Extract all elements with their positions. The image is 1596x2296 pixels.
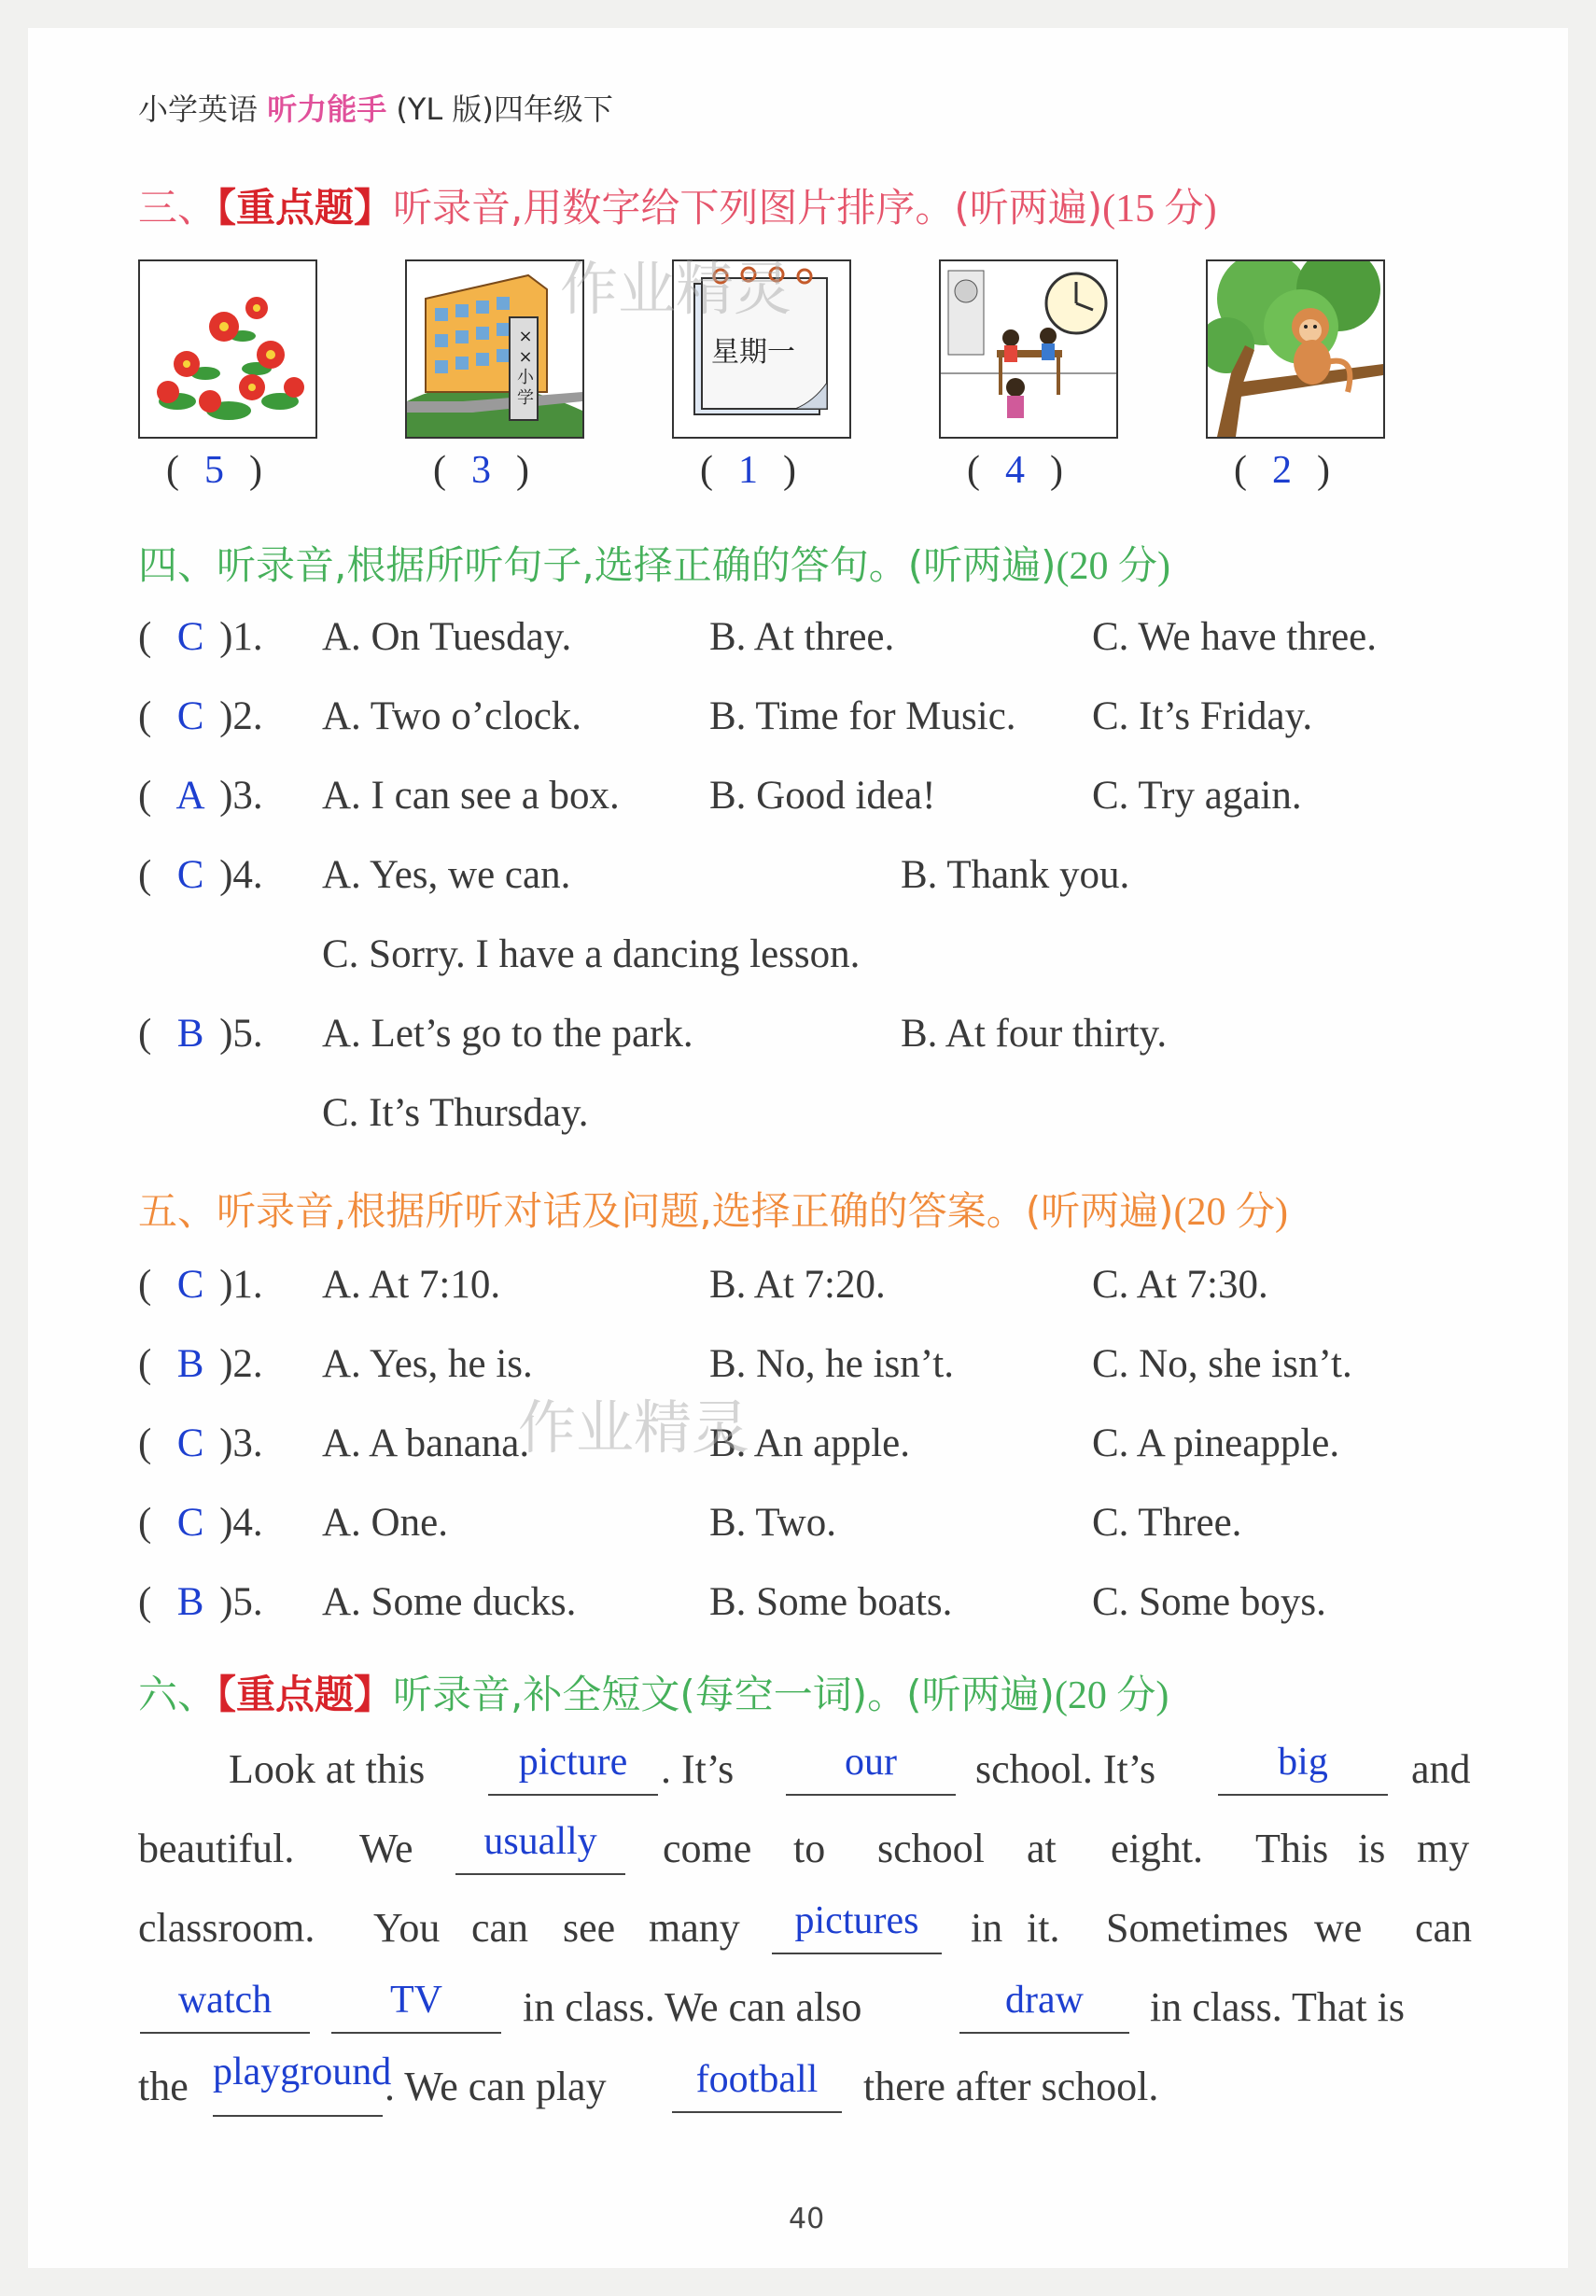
passage-text: come [663,1826,752,1871]
s5-q3-option-a: A. A banana. [322,1421,530,1465]
passage-text: we [1314,1905,1363,1951]
blank-3: big [1218,1743,1388,1796]
passage-text: can [471,1905,529,1951]
passage-text: there after school. [863,2064,1159,2109]
s4-question-5: ( B )5. [138,1012,263,1056]
passage-text: see [563,1905,616,1951]
s5-q4-option-c: C. Three. [1092,1501,1242,1545]
book-header [138,86,613,129]
s4-q5-option-b: B. At four thirty. [901,1012,1168,1056]
s5-q2-option-a: A. Yes, he is. [322,1342,533,1386]
s4-q1-option-a: A. On Tuesday. [322,615,572,659]
picture-flowers [138,259,317,439]
s4-q4-option-c: C. Sorry. I have a dancing lesson. [322,932,861,976]
passage-text: Look at this [229,1746,426,1792]
s5-q4-option-b: B. Two. [709,1501,836,1545]
s5-question-1: ( C )1. [138,1263,263,1307]
watermark-top: 作业精灵 [560,255,792,323]
passage-text: to [793,1826,826,1871]
passage-text: at [1027,1826,1057,1871]
picture-classroom-clock [939,259,1118,439]
picture-2-answer: ( 3 ) [433,449,529,492]
s5-q1-option-a: A. At 7:10. [322,1263,501,1307]
picture-monkey [1206,259,1385,439]
s5-q4-option-a: A. One. [322,1501,448,1545]
s4-question-4: ( C )4. [138,853,263,897]
section-6-title: 六、【重点题】听录音,补全短文(每空一词)。(听两遍)(20 分) [138,1672,1169,1717]
picture-1-answer: ( 5 ) [166,449,262,492]
s5-q2-option-c: C. No, she isn’t. [1092,1342,1352,1386]
s4-q2-option-c: C. It’s Friday. [1092,694,1313,738]
passage-text: We [359,1826,413,1871]
passage-text: You [373,1905,441,1951]
passage-text: can [1415,1905,1473,1951]
s5-question-2: ( B )2. [138,1342,263,1386]
s4-q1-option-c: C. We have three. [1092,615,1377,659]
s4-q2-option-b: B. Time for Music. [709,694,1016,738]
s4-q5-option-c: C. It’s Thursday. [322,1091,589,1135]
header-brand: 听力能手 [267,91,387,127]
passage-text: in [971,1905,1003,1951]
passage-text: in class. We can also [523,1984,862,2030]
passage-text: classroom. [138,1905,315,1951]
s4-q4-option-a: A. Yes, we can. [322,853,571,897]
passage-text: is [1358,1826,1386,1871]
passage-text: school [877,1826,985,1871]
blank-8: draw [959,1981,1129,2034]
blank-7: TV [331,1981,501,2034]
picture-school [405,259,584,439]
section-4-title: 四、听录音,根据所听句子,选择正确的答句。(听两遍)(20 分) [138,542,1170,588]
passage-text: it. [1027,1905,1060,1951]
school-sign-text: ××小学 [517,327,534,408]
s5-question-3: ( C )3. [138,1421,263,1465]
passage-text: eight. [1111,1826,1203,1871]
header-edition: (YL 版)四年级下 [396,91,613,127]
passage-text: beautiful. [138,1826,295,1871]
s5-q3-option-b: B. An apple. [709,1421,910,1465]
s4-question-2: ( C )2. [138,694,263,738]
s4-q2-option-a: A. Two o’clock. [322,694,582,738]
s5-q5-option-c: C. Some boys. [1092,1580,1326,1624]
section-5-title: 五、听录音,根据所听对话及问题,选择正确的答案。(听两遍)(20 分) [138,1188,1288,1234]
s4-q5-option-a: A. Let’s go to the park. [322,1012,693,1056]
blank-2: our [786,1743,956,1796]
picture-4-answer: ( 4 ) [967,449,1063,492]
s4-question-1: ( C )1. [138,615,263,659]
s4-q3-option-c: C. Try again. [1092,774,1302,818]
s4-question-3: ( A )3. [138,774,263,818]
s5-q2-option-b: B. No, he isn’t. [709,1342,954,1386]
s5-q1-option-b: B. At 7:20. [709,1263,886,1307]
s4-q3-option-b: B. Good idea! [709,774,936,818]
header-subject: 小学英语 [138,91,259,127]
passage-text: . It’s [661,1746,735,1792]
s4-q3-option-a: A. I can see a box. [322,774,620,818]
blank-10: football [672,2061,842,2113]
s5-q5-option-a: A. Some ducks. [322,1580,577,1624]
passage-text: This [1255,1826,1329,1871]
s5-q5-option-b: B. Some boats. [709,1580,953,1624]
picture-3-answer: ( 1 ) [700,449,796,492]
watermark-middle: 作业精灵 [518,1393,750,1462]
passage-text: and [1411,1746,1471,1792]
passage-text: school. It’s [975,1746,1156,1792]
blank-6: watch [140,1981,310,2034]
section-3-title: 三、【重点题】听录音,用数字给下列图片排序。(听两遍)(15 分) [138,185,1217,231]
passage-text: the [138,2064,189,2109]
s5-question-4: ( C )4. [138,1501,263,1545]
passage-text: . We can play [385,2064,607,2109]
passage-text: my [1417,1826,1470,1871]
passage-text: Sometimes [1106,1905,1289,1951]
s5-q3-option-c: C. A pineapple. [1092,1421,1340,1465]
picture-5-answer: ( 2 ) [1234,449,1330,492]
blank-1: picture [488,1743,658,1796]
passage-text: in class. That is [1150,1984,1405,2030]
blank-5: pictures [772,1902,942,1954]
passage-text: many [649,1905,740,1951]
s4-q4-option-b: B. Thank you. [901,853,1130,897]
s5-question-5: ( B )5. [138,1580,263,1624]
calendar-weekday-text: 星期一 [711,336,795,369]
page-number: 40 [789,2203,825,2235]
blank-9: playground [213,2053,383,2117]
blank-4: usually [455,1823,625,1875]
s5-q1-option-c: C. At 7:30. [1092,1263,1268,1307]
s4-q1-option-b: B. At three. [709,615,895,659]
